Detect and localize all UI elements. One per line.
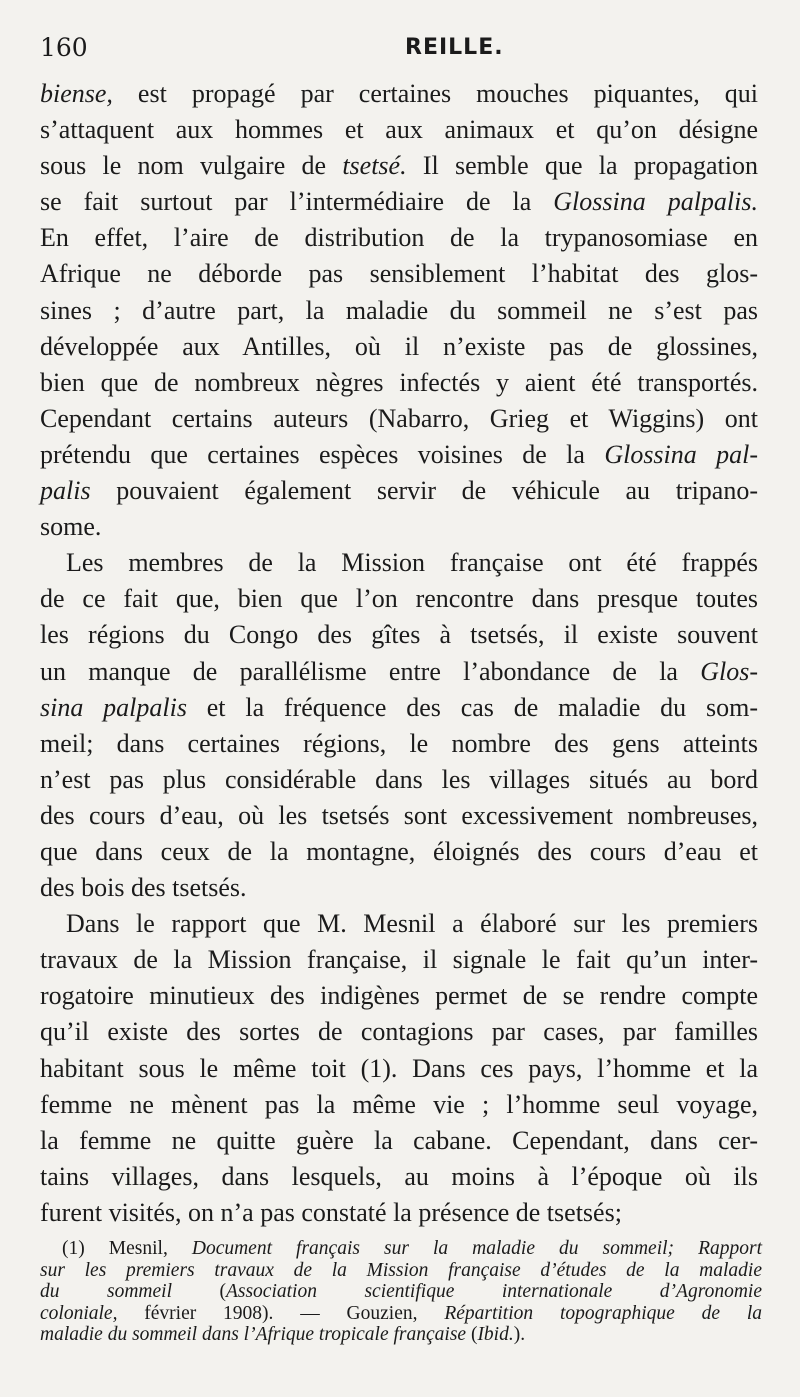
text-segment: habitant sous le même toit (1). Dans ces pays, l’homme et la [40, 1053, 758, 1083]
italic-text: Glos- [700, 656, 758, 686]
text-segment: Il semble que la propagation [406, 151, 758, 181]
italic-text: biense, [40, 79, 113, 108]
paragraph [40, 545, 758, 906]
text-line [40, 1051, 758, 1087]
text-segment: de ce fait que, bien que l’on rencontre dans presque toutes [40, 584, 758, 614]
footnote [40, 1238, 762, 1346]
text-segment: (1) Mesnil, [62, 1238, 192, 1259]
text-segment: pouvaient également servir de véhicule au tripano- [90, 476, 758, 506]
text-segment: n’est pas plus considérable dans les villages situés au bord [40, 764, 758, 794]
italic-text: Ibid. [477, 1324, 514, 1345]
text-line [40, 112, 758, 148]
text-segment: sines ; d’autre part, la maladie du sommeil ne s’est pas [40, 295, 758, 325]
text-segment: Dans le rapport que M. Mesnil a élaboré sur les premiers [66, 909, 758, 939]
text-line [40, 834, 758, 870]
text-segment: est propagé par certaines mouches piquantes, qui [112, 79, 758, 108]
text-segment: des cours d’eau, où les tsetsés sont excessivement nombreuses, [40, 800, 758, 830]
text-line [40, 1087, 758, 1123]
text-segment: bien que de nombreux nègres infectés y aient été transportés. [40, 367, 758, 397]
text-line [40, 1014, 758, 1050]
text-segment: ( [466, 1324, 478, 1345]
text-segment: s’attaquent aux hommes et aux animaux et qu’on désigne [40, 115, 758, 145]
text-segment: Afrique ne déborde pas sensiblement l’habitat des glos- [40, 259, 758, 289]
text-segment: some. [40, 512, 102, 542]
italic-text: coloniale, [40, 1302, 118, 1324]
text-line [40, 473, 758, 509]
italic-text: palis [40, 476, 91, 506]
text-segment: ( [171, 1281, 226, 1302]
text-line [40, 1324, 762, 1346]
text-segment: et la fréquence des cas de maladie du som- [186, 692, 758, 722]
text-segment: Cependant certains auteurs (Nabarro, Grieg et Wiggins) ont [40, 403, 758, 433]
text-line [40, 329, 758, 365]
text-segment: les régions du Congo des gîtes à tsetsés, il existe souvent [40, 620, 758, 650]
italic-text: Glossina pal- [604, 439, 759, 469]
text-line [40, 545, 758, 581]
text-segment: furent visités, on n’a pas constaté la présence de tsetsés; [40, 1197, 622, 1227]
text-segment: sous le nom vulgaire de [40, 151, 343, 181]
italic-text: Document français sur la maladie du sommeil; Rapport [191, 1238, 762, 1259]
paragraph [40, 76, 758, 545]
text-line [40, 220, 758, 256]
text-line [40, 1159, 758, 1195]
text-line [40, 1303, 762, 1325]
text-line [40, 509, 758, 545]
text-line [40, 942, 758, 978]
italic-text: sur les premiers travaux de la Mission française d’études de la maladie [40, 1259, 762, 1281]
text-line [40, 726, 758, 762]
text-line [40, 1123, 758, 1159]
text-line [40, 76, 758, 112]
text-line [40, 762, 758, 798]
text-segment: Les membres de la Mission française ont été frappés [66, 548, 758, 578]
text-segment: travaux de la Mission française, il signale le fait qu’un inter- [40, 945, 758, 975]
text-line [40, 978, 758, 1014]
text-line [40, 617, 758, 653]
text-segment: des bois des tsetsés. [40, 873, 247, 903]
italic-text: Répartition topographique de la [444, 1302, 762, 1324]
text-segment: février 1908). — Gouzien, [117, 1302, 445, 1324]
running-head: REILLE. [405, 35, 504, 60]
page-number: 160 [40, 33, 88, 62]
text-segment: meil; dans certaines régions, le nombre des gens atteints [40, 728, 758, 758]
text-segment: rogatoire minutieux des indigènes permet de se rendre compte [40, 981, 758, 1011]
text-segment: prétendu que certaines espèces voisines de la [40, 439, 605, 469]
text-line [40, 1195, 758, 1231]
text-line [40, 690, 758, 726]
text-line [40, 1281, 762, 1303]
text-line [40, 1238, 762, 1260]
italic-text: maladie du sommeil dans l’Afrique tropicale française [40, 1324, 467, 1345]
text-line [40, 581, 758, 617]
text-segment: femme ne mènent pas la même vie ; l’homme seul voyage, [40, 1089, 758, 1119]
text-line [40, 1260, 762, 1282]
italic-text: Glossina palpalis. [553, 187, 758, 217]
text-segment: tains villages, dans lesquels, au moins à l’époque où ils [40, 1161, 758, 1191]
text-segment: un manque de parallélisme entre l’abondance de la [40, 656, 701, 686]
text-line [40, 293, 758, 329]
text-line [40, 870, 758, 906]
text-line [40, 906, 758, 942]
text-line [40, 401, 758, 437]
text-segment: ). [513, 1324, 526, 1345]
italic-text: sina palpalis [40, 692, 187, 722]
italic-text: tsetsé. [342, 151, 407, 181]
body-text [40, 76, 758, 1231]
text-segment: En effet, l’aire de distribution de la trypanosomiase en [40, 223, 758, 253]
paragraph [40, 906, 758, 1231]
page-header [40, 30, 760, 66]
italic-text: du sommeil [40, 1281, 172, 1302]
text-segment: que dans ceux de la montagne, éloignés des cours d’eau et [40, 836, 758, 866]
text-segment: se fait surtout par l’intermédiaire de la [40, 187, 554, 217]
text-line [40, 437, 758, 473]
text-segment: développée aux Antilles, où il n’existe pas de glossines, [40, 331, 758, 361]
text-line [40, 184, 758, 220]
text-line [40, 798, 758, 834]
text-line [40, 256, 758, 292]
text-line [40, 654, 758, 690]
text-line [40, 148, 758, 184]
italic-text: Association scientifique internationale d’Agronomie [225, 1281, 762, 1302]
text-line [40, 365, 758, 401]
text-segment: la femme ne quitte guère la cabane. Cependant, dans cer- [40, 1125, 758, 1155]
text-segment: qu’il existe des sortes de contagions par cases, par familles [40, 1017, 758, 1047]
